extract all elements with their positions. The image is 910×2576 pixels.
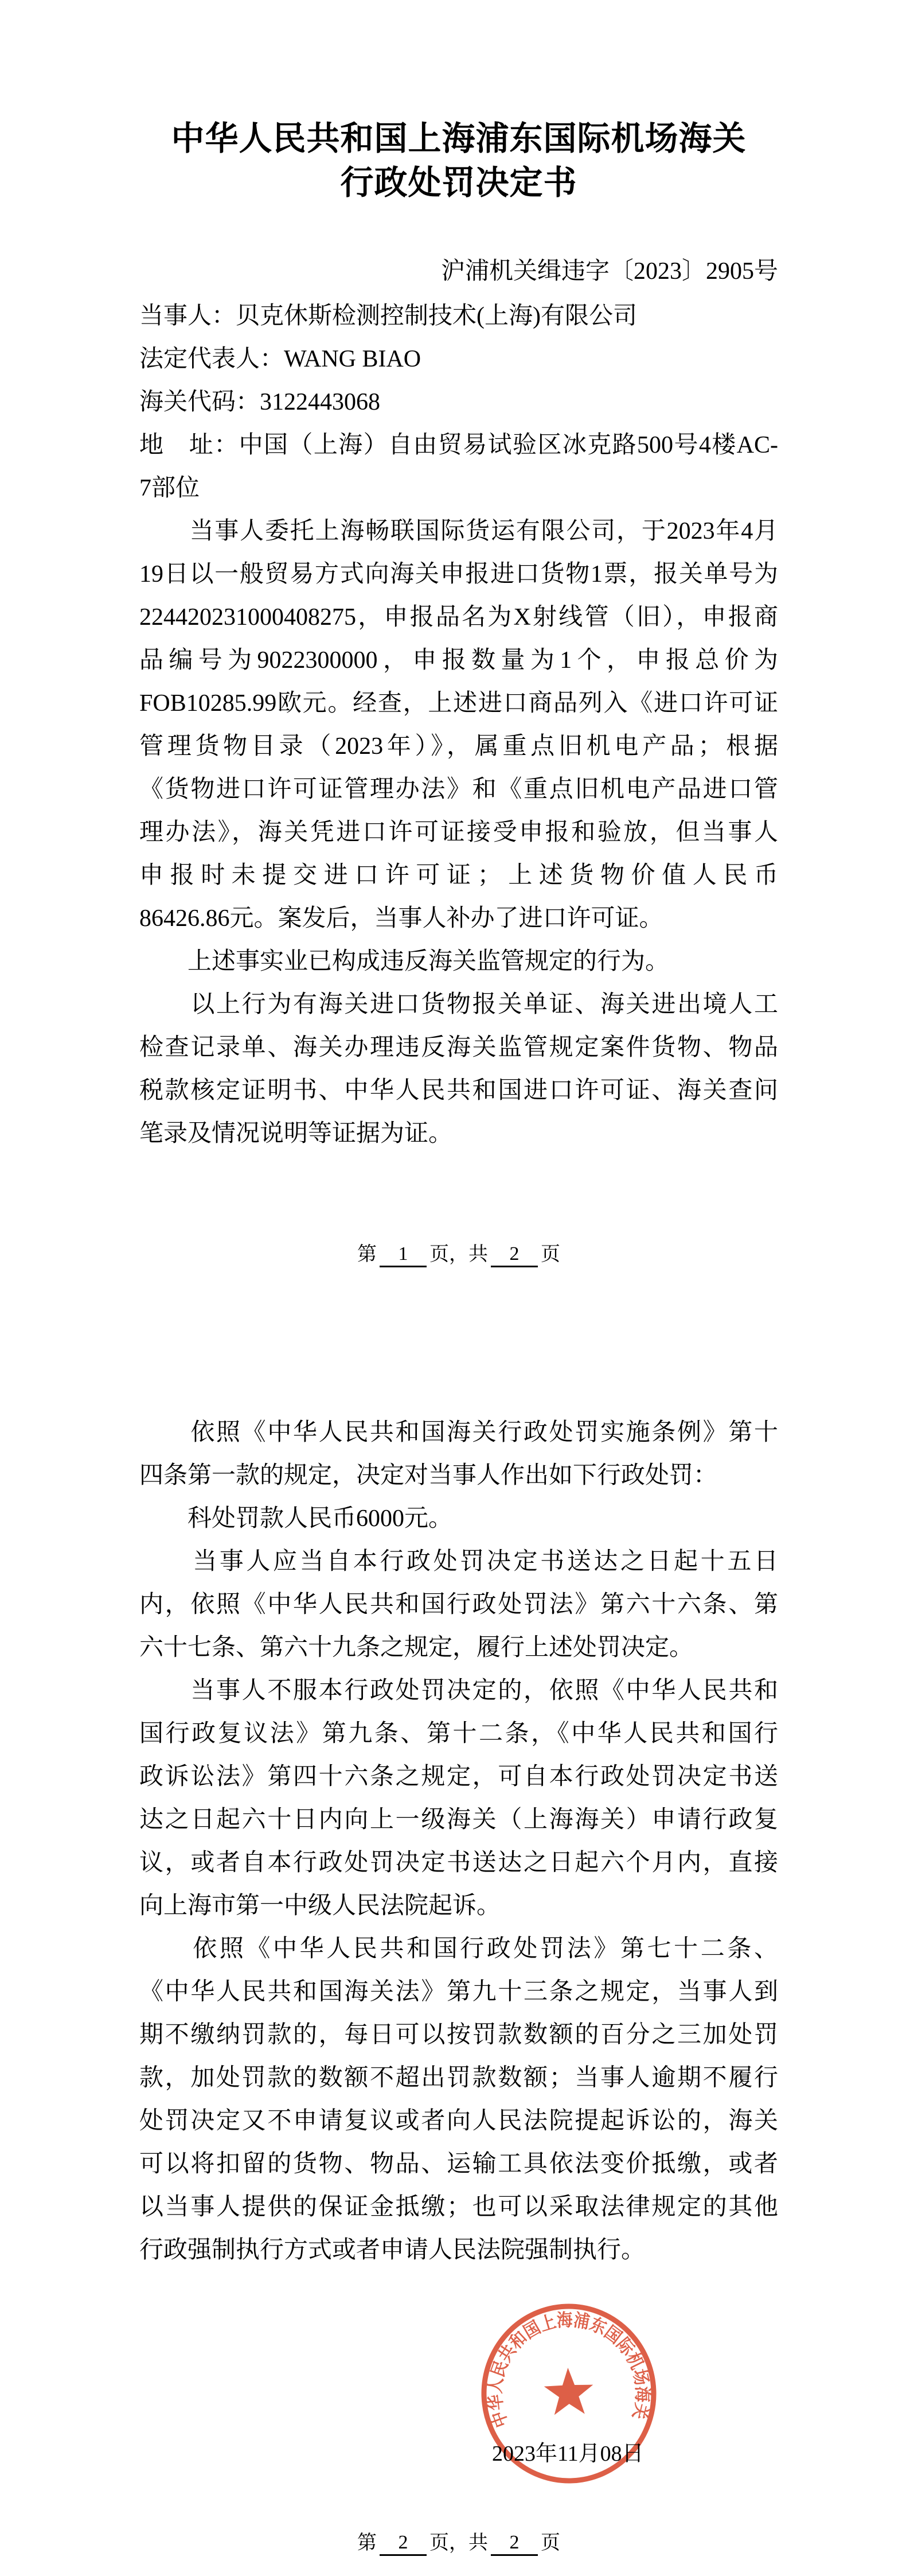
paragraph bbox=[139, 510, 778, 940]
page1-body bbox=[139, 295, 778, 1155]
text-line: 地 址：中国（上海）自由贸易试验区冰克路500号4楼AC- bbox=[139, 432, 778, 458]
seal-ring-text: 中华人民共和国上海浦东国际机场海关 bbox=[484, 2309, 653, 2430]
page-number: 2 bbox=[380, 2531, 427, 2556]
footer-label-middle: 页，共 bbox=[429, 1244, 488, 1265]
text-line: 以当事人提供的保证金抵缴；也可以采取法律规定的其他 bbox=[139, 2194, 778, 2220]
title-line-1: 中华人民共和国上海浦东国际机场海关 bbox=[171, 120, 747, 157]
paragraph bbox=[139, 940, 778, 983]
paragraph bbox=[139, 1540, 778, 1670]
paragraph bbox=[139, 295, 778, 338]
page2-footer bbox=[139, 2531, 778, 2556]
seal-star-icon bbox=[544, 2367, 594, 2415]
text-line: 依照《中华人民共和国行政处罚法》第七十二条、 bbox=[139, 1936, 778, 1962]
text-line: 内，依照《中华人民共和国行政处罚法》第六十六条、第 bbox=[139, 1591, 778, 1618]
text-line: 海关代码：3122443068 bbox=[139, 389, 381, 415]
text-line: FOB10285.99欧元。经查，上述进口商品列入《进口许可证 bbox=[139, 690, 778, 717]
paragraph bbox=[139, 1670, 778, 1928]
paragraph bbox=[139, 1411, 778, 1497]
text-line: 当事人应当自本行政处罚决定书送达之日起十五日 bbox=[139, 1548, 778, 1575]
paragraph bbox=[139, 1928, 778, 2272]
paragraph bbox=[139, 338, 778, 381]
text-line: 19日以一般贸易方式向海关申报进口货物1票，报关单号为 bbox=[139, 561, 778, 587]
text-line: 依照《中华人民共和国海关行政处罚实施条例》第十 bbox=[139, 1419, 778, 1446]
page2-body bbox=[139, 1411, 778, 2272]
paragraph bbox=[139, 1497, 778, 1540]
text-line: 申报时未提交进口许可证；上述货物价值人民币 bbox=[139, 862, 778, 889]
text-line: 国行政复议法》第九条、第十二条，《中华人民共和国行 bbox=[139, 1721, 778, 1747]
text-line: 达之日起六十日内向上一级海关（上海海关）申请行政复 bbox=[139, 1807, 778, 1833]
text-line: 《中华人民共和国海关法》第九十三条之规定，当事人到 bbox=[139, 1979, 778, 2005]
text-line: 笔录及情况说明等证据为证。 bbox=[139, 1120, 453, 1147]
text-line: 议，或者自本行政处罚决定书送达之日起六个月内，直接 bbox=[139, 1850, 778, 1876]
footer-label-prefix: 第 bbox=[357, 2532, 377, 2554]
text-line: 向上海市第一中级人民法院起诉。 bbox=[139, 1893, 501, 1919]
text-line: 可以将扣留的货物、物品、运输工具依法变价抵缴，或者 bbox=[139, 2151, 778, 2177]
paragraph bbox=[139, 983, 778, 1155]
footer-label-suffix: 页 bbox=[541, 2532, 560, 2554]
text-line: 税款核定证明书、中华人民共和国进口许可证、海关查问 bbox=[139, 1077, 778, 1104]
text-line: 四条第一款的规定，决定对当事人作出如下行政处罚： bbox=[139, 1462, 718, 1489]
paragraph bbox=[139, 424, 778, 510]
total-pages: 2 bbox=[491, 1243, 538, 1267]
footer-label-suffix: 页 bbox=[541, 1244, 560, 1265]
text-line: 法定代表人：WANG BIAO bbox=[139, 346, 421, 372]
footer-label-prefix: 第 bbox=[357, 1244, 377, 1265]
total-pages: 2 bbox=[491, 2531, 538, 2556]
document-number: 沪浦机关缉违字〔2023〕2905号 bbox=[440, 258, 778, 285]
text-line: 品编号为9022300000，申报数量为1个，申报总价为 bbox=[139, 647, 778, 674]
text-line: 86426.86元。案发后，当事人补办了进口许可证。 bbox=[139, 905, 663, 932]
text-line: 检查记录单、海关办理违反海关监管规定案件货物、物品 bbox=[139, 1034, 778, 1061]
text-line: 六十七条、第六十九条之规定，履行上述处罚决定。 bbox=[139, 1635, 694, 1661]
text-line: 7部位 bbox=[139, 475, 200, 501]
text-line: 以上行为有海关进口货物报关单证、海关进出境人工 bbox=[139, 991, 778, 1018]
title-line-2: 行政处罚决定书 bbox=[340, 164, 577, 201]
text-line: 政诉讼法》第四十六条之规定，可自本行政处罚决定书送 bbox=[139, 1764, 778, 1790]
text-line: 款，加处罚款的数额不超出罚款数额；当事人逾期不履行 bbox=[139, 2065, 778, 2091]
text-line: 处罚决定又不申请复议或者向人民法院提起诉讼的，海关 bbox=[139, 2108, 778, 2134]
text-line: 当事人委托上海畅联国际货运有限公司，于2023年4月 bbox=[139, 518, 778, 544]
text-line: 行政强制执行方式或者申请人民法院强制执行。 bbox=[139, 2237, 646, 2263]
decision-date: 2023年11月08日 bbox=[492, 2442, 644, 2466]
document-title bbox=[139, 116, 778, 205]
text-line: 当事人：贝克休斯检测控制技术(上海)有限公司 bbox=[139, 303, 637, 329]
page-number: 1 bbox=[380, 1243, 427, 1267]
text-line: 理办法》，海关凭进口许可证接受申报和验放，但当事人 bbox=[139, 819, 778, 846]
paragraph bbox=[139, 381, 778, 424]
text-line: 上述事实业已构成违反海关监管规定的行为。 bbox=[139, 948, 670, 975]
page1-footer bbox=[139, 1242, 778, 1267]
text-line: 期不缴纳罚款的，每日可以按罚款数额的百分之三加处罚 bbox=[139, 2022, 778, 2048]
text-line: 当事人不服本行政处罚决定的，依照《中华人民共和 bbox=[139, 1678, 778, 1704]
footer-label-middle: 页，共 bbox=[429, 2532, 488, 2554]
text-line: 224420231000408275，申报品名为X射线管（旧），申报商 bbox=[139, 604, 778, 631]
text-line: 《货物进口许可证管理办法》和《重点旧机电产品进口管 bbox=[139, 776, 778, 803]
text-line: 管理货物目录（2023年）》，属重点旧机电产品；根据 bbox=[139, 733, 778, 760]
text-line: 科处罚款人民币6000元。 bbox=[139, 1505, 453, 1532]
